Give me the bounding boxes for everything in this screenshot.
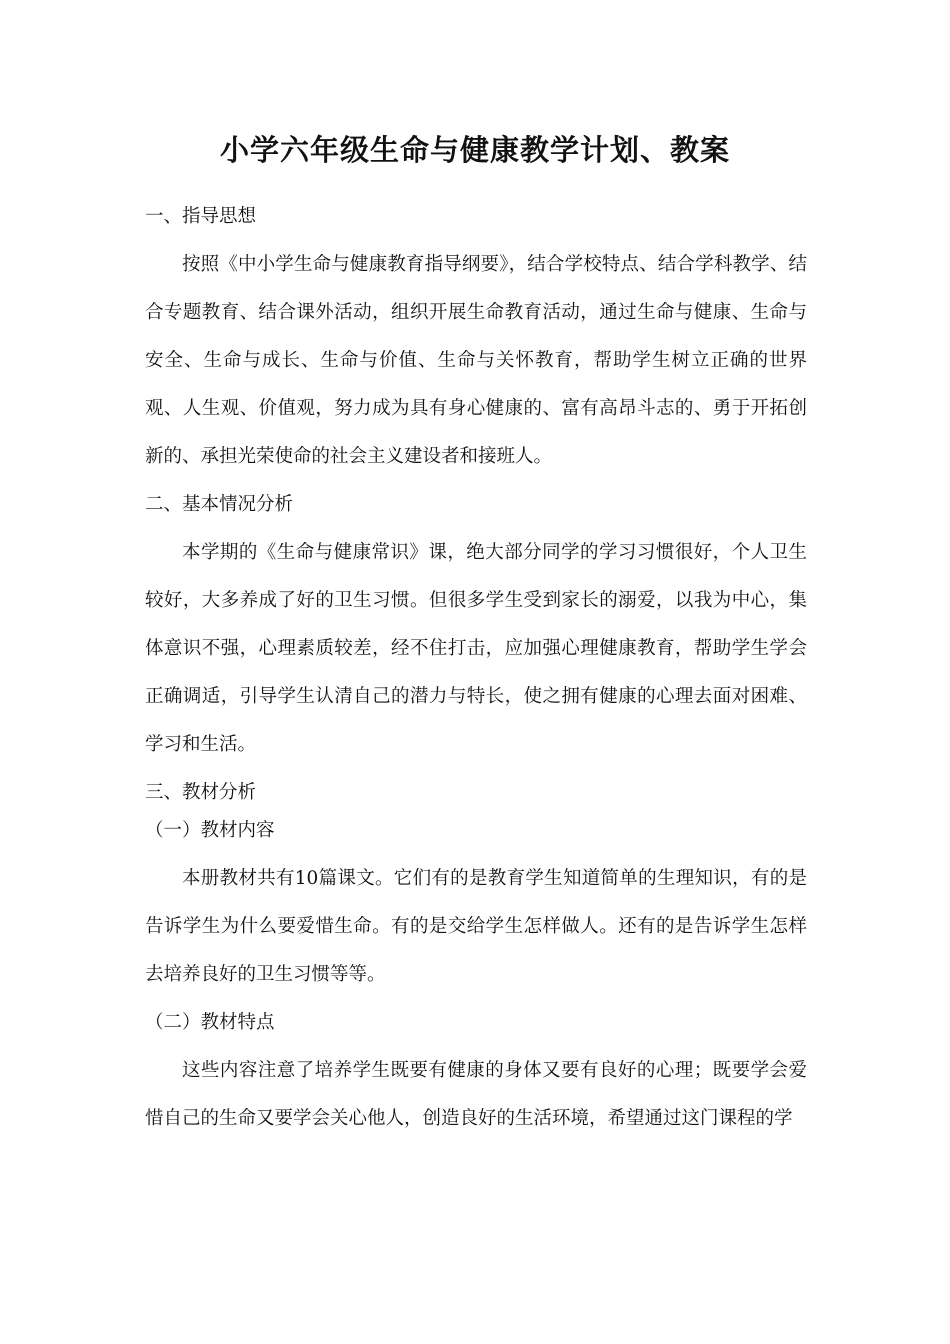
subsection-heading-textbook-content: （一）教材内容	[145, 820, 275, 841]
section-heading-situation-analysis: 二、基本情况分析	[145, 494, 294, 515]
subsection-paragraph-textbook-features: 这些内容注意了培养学生既要有健康的身体又要有良好的心理；既要学会爱惜自己的生命又要学会关心他人，创造良好的生活环境，希望通过这门课程的学	[145, 1060, 807, 1129]
document-title: 小学六年级生命与健康教学计划、教案	[219, 133, 730, 167]
section-heading-textbook-analysis: 三、教材分析	[145, 782, 257, 803]
document-body	[145, 198, 807, 1148]
section-paragraph-situation-analysis: 本学期的《生命与健康常识》课，绝大部分同学的学习习惯很好，个人卫生较好，大多养成了好的卫生习惯。但很多学生受到家长的溺爱，以我为中心，集体意识不强，心理素质较差，经不住打击，应加强心理健康教育，帮助学生学会正确调适，引导学生认清自己的潜力与特长，使之拥有健康的心理去面对困难、学习和生活。	[145, 542, 807, 755]
section-heading-guiding-thought: 一、指导思想	[145, 206, 257, 227]
section-paragraph-guiding-thought: 按照《中小学生命与健康教育指导纲要》，结合学校特点、结合学科教学、结合专题教育、结合课外活动，组织开展生命教育活动，通过生命与健康、生命与安全、生命与成长、生命与价值、生命与关怀教育，帮助学生树立正确的世界观、人生观、价值观，努力成为具有身心健康的、富有高昂斗志的、勇于开拓创新的、承担光荣使命的社会主义建设者和接班人。	[145, 254, 807, 467]
subsection-paragraph-textbook-content: 本册教材共有10篇课文。它们有的是教育学生知道简单的生理知识，有的是告诉学生为什么要爱惜生命。有的是交给学生怎样做人。还有的是告诉学生怎样去培养良好的卫生习惯等等。	[145, 868, 807, 985]
subsection-heading-textbook-features: （二）教材特点	[145, 1012, 275, 1033]
